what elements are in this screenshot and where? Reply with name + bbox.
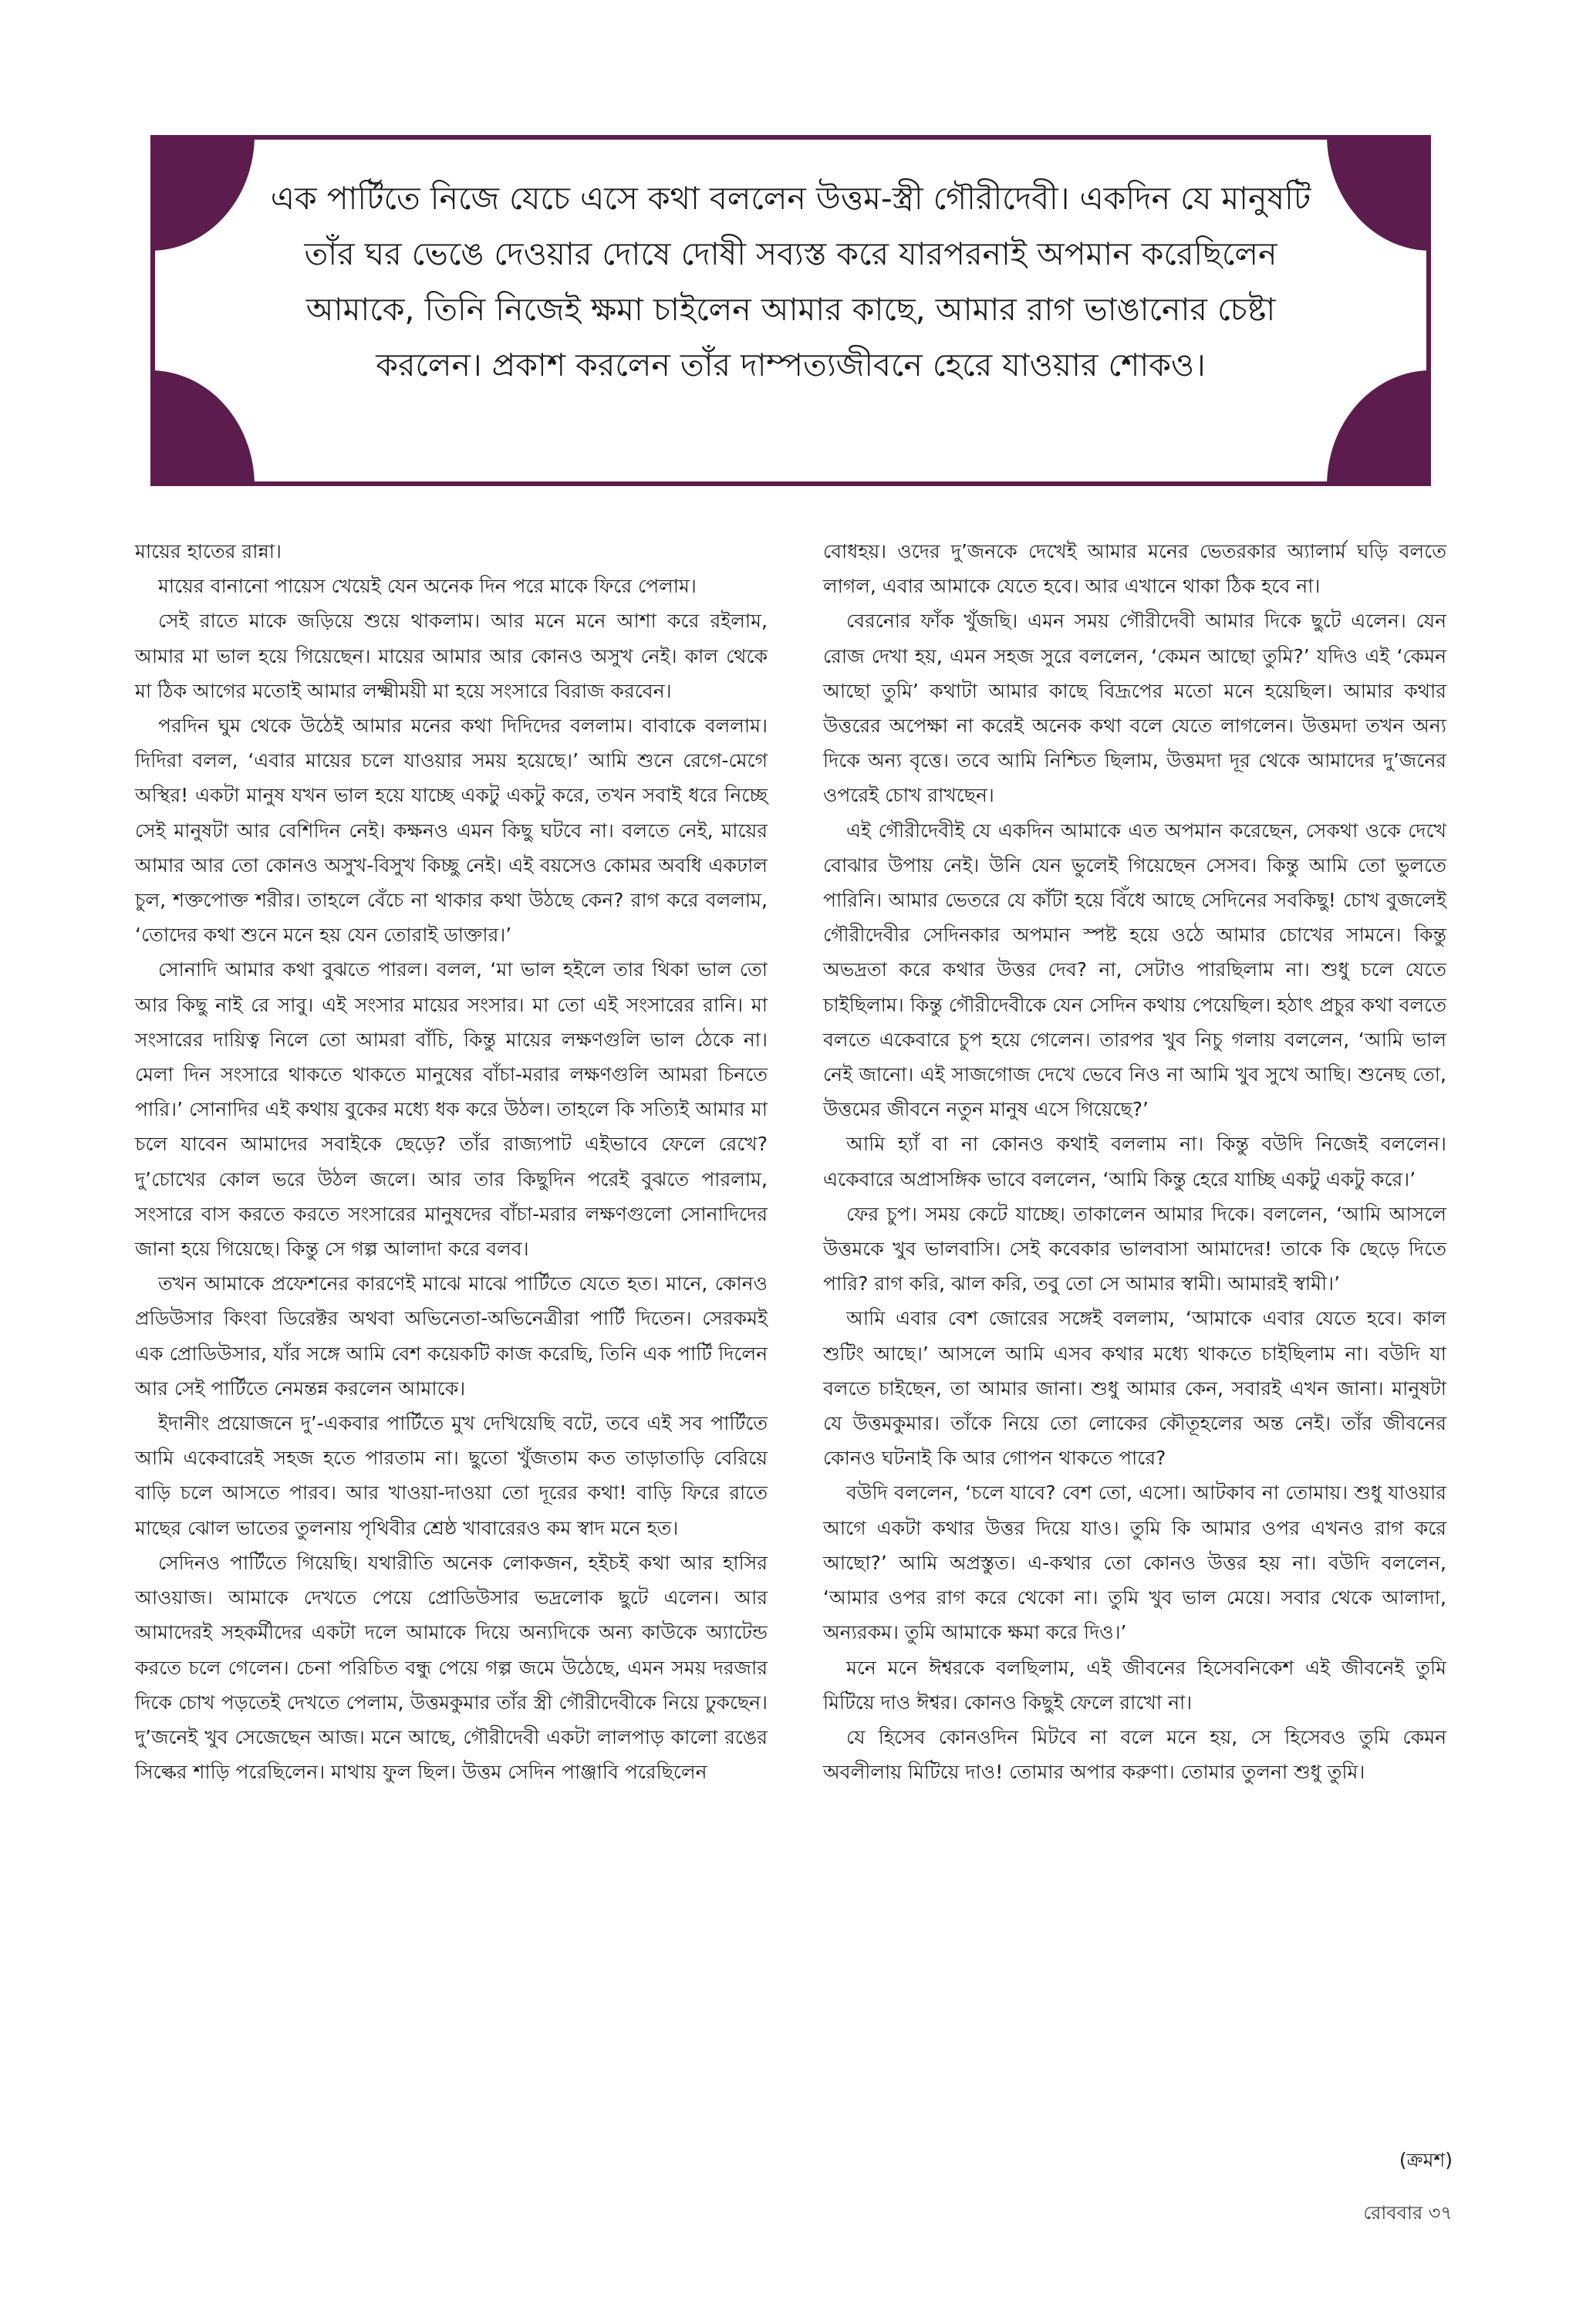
paragraph: সেই রাতে মাকে জড়িয়ে শুয়ে থাকলাম। আর মনে মনে আশা করে রইলাম, আমার মা ভাল হয়ে গিয়েছেন। মায়ের আমার আর কোনও অসুখ নেই। কাল থেকে মা ঠিক আগের মতোই আমার লক্ষ্মীময়ী মা হয়ে সংসারে বিরাজ করবেন। <box>135 610 768 702</box>
corner-ornament <box>150 370 255 486</box>
paragraph: বোধহয়। ওদের দু’জনকে দেখেই আমার মনের ভেতরকার অ্যালার্ম ঘড়ি বলতে লাগল, এবার আমাকে যেতে হবে। আর এখানে থাকা ঠিক হবে না। <box>823 540 1446 598</box>
paragraph: আমি এবার বেশ জোরের সঙ্গেই বললাম, ‘আমাকে এবার যেতে হবে। কাল শুটিং আছে।’ আসলে আমি এসব কথার মধ্যে থাকতে চাইছিলাম না। বউদি যা বলতে চাইছেন, তা আমার জানা। শুধু আমার কেন, সবারই এখন জানা। মানুষটা যে উত্তমকুমার। তাঁকে নিয়ে তো লোকের কৌতূহলের অন্ত নেই। তাঁর জীবনের কোনও ঘটনাই কি আর গোপন থাকতে পারে? <box>823 1307 1446 1470</box>
paragraph: সেদিনও পার্টিতে গিয়েছি। যথারীতি অনেক লোকজন, হইচই কথা আর হাসির আওয়াজ। আমাকে দেখতে পেয়ে প্রোডিউসার ভদ্রলোক ছুটে এলেন। আর আমাদেরই সহকর্মীদের একটা দলে আমাকে দিয়ে অন্যদিকে অন্য কাউকে অ্যাটেন্ড করতে চলে গেলেন। চেনা পরিচিত বন্ধু পেয়ে গল্প জমে উঠেছে, এমন সময় দরজার দিকে চোখ পড়তেই দেখতে পেলাম, উত্তমকুমার তাঁর স্ত্রী গৌরীদেবীকে নিয়ে ঢুকছেন। দু’জনেই খুব সেজেছেন আজ। মনে আছে, গৌরীদেবী একটা লালপাড় কালো রঙের সিল্কের শাড়ি পরেছিলেন। মাথায় ফুল ছিল। উত্তম সেদিন পাঞ্জাবি পরেছিলেন <box>135 1551 768 1784</box>
corner-ornament <box>150 135 255 251</box>
paragraph: এই গৌরীদেবীই যে একদিন আমাকে এত অপমান করেছেন, সেকথা ওকে দেখে বোঝার উপায় নেই। উনি যেন ভুলেই গিয়েছেন সেসব। কিন্তু আমি তো ভুলতে পারিনি। আমার ভেতরে যে কাঁটা হয়ে বিঁধে আছে সেদিনের সবকিছু! চোখ বুজলেই গৌরীদেবীর সেদিনকার অপমান স্পষ্ট হয়ে ওঠে আমার চোখের সামনে। কিন্তু অভদ্রতা করে কথার উত্তর দেব? না, সেটাও পারছিলাম না। শুধু চলে যেতে চাইছিলাম। কিন্তু গৌরীদেবীকে যেন সেদিন কথায় পেয়েছিল। হঠাৎ প্রচুর কথা বলতে বলতে একেবারে চুপ হয়ে গেলেন। তারপর খুব নিচু গলায় বললেন, ‘আমি ভাল নেই জানো। এই সাজগোজ দেখে ভেবে নিও না আমি খুব সুখে আছি। শুনেছ তো, উত্তমের জীবনে নতুন মানুষ এসে গিয়েছে?’ <box>823 819 1446 1121</box>
paragraph: সোনাদি আমার কথা বুঝতে পারল। বলল, ‘মা ভাল হইলে তার থিকা ভাল তো আর কিছু নাই রে সাবু। এই সংসার মায়ের সংসার। মা তো এই সংসারের রানি। মা সংসারের দায়িত্ব নিলে তো আমরা বাঁচি, কিন্তু মায়ের লক্ষণগুলি ভাল ঠেকে না। মেলা দিন সংসারে থাকতে থাকতে মানুষের বাঁচা-মরার লক্ষণগুলি আমরা চিনতে পারি।’ সোনাদির এই কথায় বুকের মধ্যে ধক করে উঠল। তাহলে কি সত্যিই আমার মা চলে যাবেন আমাদের সবাইকে ছেড়ে? তাঁর রাজ্যপাট এইভাবে ফেলে রেখে? দু’চোখের কোল ভরে উঠল জলে। আর তার কিছুদিন পরেই বুঝতে পারলাম, সংসারে বাস করতে করতে সংসারের মানুষদের বাঁচা-মরার লক্ষণগুলো সোনাদিদের জানা হয়ে গিয়েছে। কিন্তু সে গল্প আলাদা করে বলব। <box>135 958 768 1261</box>
paragraph: যে হিসেব কোনওদিন মিটবে না বলে মনে হয়, সে হিসেবও তুমি কেমন অবলীলায় মিটিয়ে দাও! তোমার অপার করুণা। তোমার তুলনা শুধু তুমি। <box>823 1725 1446 1784</box>
paragraph: ফের চুপ। সময় কেটে যাচ্ছে। তাকালেন আমার দিকে। বললেন, ‘আমি আসলে উত্তমকে খুব ভালবাসি। সেই কবেকার ভালবাসা আমাদের! তাকে কি ছেড়ে দিতে পারি? রাগ করি, ঝাল করি, তবু তো সে আমার স্বামী। আমারই স্বামী।’ <box>823 1202 1446 1295</box>
paragraph: মায়ের বানানো পায়েস খেয়েই যেন অনেক দিন পরে মাকে ফিরে পেলাম। <box>158 575 697 598</box>
paragraph: বেরনোর ফাঁক খুঁজছি। এমন সময় গৌরীদেবী আমার দিকে ছুটে এলেন। যেন রোজ দেখা হয়, এমন সহজ সুরে বললেন, ‘কেমন আছো তুমি?’ যদিও এই ‘কেমন আছো তুমি’ কথাটা আমার কাছে বিদ্রূপের মতো মনে হয়েছিল। আমার কথার উত্তরের অপেক্ষা না করেই অনেক কথা বলে যেতে লাগলেন। উত্তমদা তখন অন্য দিকে অন্য বৃত্তে। তবে আমি নিশ্চিত ছিলাম, উত্তমদা দূর থেকে আমাদের দু’জনের ওপরেই চোখ রাখছেন। <box>823 610 1446 807</box>
paragraph: আমি হ্যাঁ বা না কোনও কথাই বললাম না। কিন্তু বউদি নিজেই বললেন। একেবারে অপ্রাসঙ্গিক ভাবে বললেন, ‘আমি কিন্তু হেরে যাচ্ছি একটু একটু করে।’ <box>823 1133 1446 1191</box>
paragraph: মনে মনে ঈশ্বরকে বলছিলাম, এই জীবনের হিসেবনিকেশ এই জীবনেই তুমি মিটিয়ে দাও ঈশ্বর। কোনও কিছুই ফেলে রাখো না। <box>823 1656 1446 1714</box>
page-footer: রোববার ৩৭ <box>1363 2202 1453 2224</box>
paragraph: তখন আমাকে প্রফেশনের কারণেই মাঝে মাঝে পার্টিতে যেতে হত। মানে, কোনও প্রডিউসার কিংবা ডিরেক্টর অথবা অভিনেতা-অভিনেত্রীরা পার্টি দিতেন। সেরকমই এক প্রোডিউসার, যাঁর সঙ্গে আমি বেশ কয়েকটি কাজ করেছি, তিনি এক পার্টি দিলেন আর সেই পার্টিতে নেমন্তন্ন করলেন আমাকে। <box>135 1272 768 1400</box>
corner-ornament <box>1327 370 1431 486</box>
continued-marker: (ক্রমশ) <box>1399 2149 1453 2171</box>
corner-ornament <box>1327 135 1431 251</box>
paragraph: মায়ের হাতের রান্না। <box>135 540 282 562</box>
pullquote-box <box>150 135 1431 486</box>
paragraph: বউদি বললেন, ‘চলে যাবে? বেশ তো, এসো। আটকাব না তোমায়। শুধু যাওয়ার আগে একটা কথার উত্তর দিয়ে যাও। তুমি কি আমার ওপর এখনও রাগ করে আছো?’ আমি অপ্রস্তুত। এ-কথার তো কোনও উত্তর হয় না। বউদি বললেন, ‘আমার ওপর রাগ করে থেকো না। তুমি খুব ভাল মেয়ে। সবার থেকে আলাদা, অন্যরকম। তুমি আমাকে ক্ষমা করে দিও।’ <box>823 1481 1446 1644</box>
paragraph: পরদিন ঘুম থেকে উঠেই আমার মনের কথা দিদিদের বললাম। বাবাকে বললাম। দিদিরা বলল, ‘এবার মায়ের চলে যাওয়ার সময় হয়েছে।’ আমি শুনে রেগে-মেগে অস্থির! একটা মানুষ যখন ভাল হয়ে যাচ্ছে একটু একটু করে, তখন সবাই ধরে নিচ্ছে সেই মানুষটা আর বেশিদিন নেই। কক্ষনও এমন কিছু ঘটবে না। বলতে নেই, মায়ের আমার আর তো কোনও অসুখ-বিসুখ কিচ্ছু নেই। এই বয়সেও কোমর অবধি একঢাল চুল, শক্তপোক্ত শরীর। তাহলে বেঁচে না থাকার কথা উঠছে কেন? রাগ করে বললাম, ‘তোদের কথা শুনে মনে হয় যেন তোরাই ডাক্তার।’ <box>135 714 768 947</box>
article-column-right <box>823 534 1446 1789</box>
pullquote-text: এক পার্টিতে নিজে যেচে এসে কথা বললেন উত্তম-স্ত্রী গৌরীদেবী। একদিন যে মানুষটি তাঁর ঘর ভেঙে দেওয়ার দোষে দোষী সব্যস্ত করে যারপরনাই অপমান করেছিলেন আমাকে, তিনি নিজেই ক্ষমা চাইলেন আমার কাছে, আমার রাগ ভাঙানোর চেষ্টা করলেন। প্রকাশ করলেন তাঁর দাম্পত্যজীবনে হেরে যাওয়ার শোকও। <box>270 180 1311 383</box>
article-column-left <box>135 534 768 1789</box>
paragraph: ইদানীং প্রয়োজনে দু’-একবার পার্টিতে মুখ দেখিয়েছি বটে, তবে এই সব পার্টিতে আমি একেবারেই সহজ হতে পারতাম না। ছুতো খুঁজতাম কত তাড়াতাড়ি বেরিয়ে বাড়ি চলে আসতে পারব। আর খাওয়া-দাওয়া তো দূরের কথা! বাড়ি ফিরে রাতে মাছের ঝোল ভাতের তুলনায় পৃথিবীর শ্রেষ্ঠ খাবারেরও কম স্বাদ মনে হত। <box>135 1412 768 1539</box>
